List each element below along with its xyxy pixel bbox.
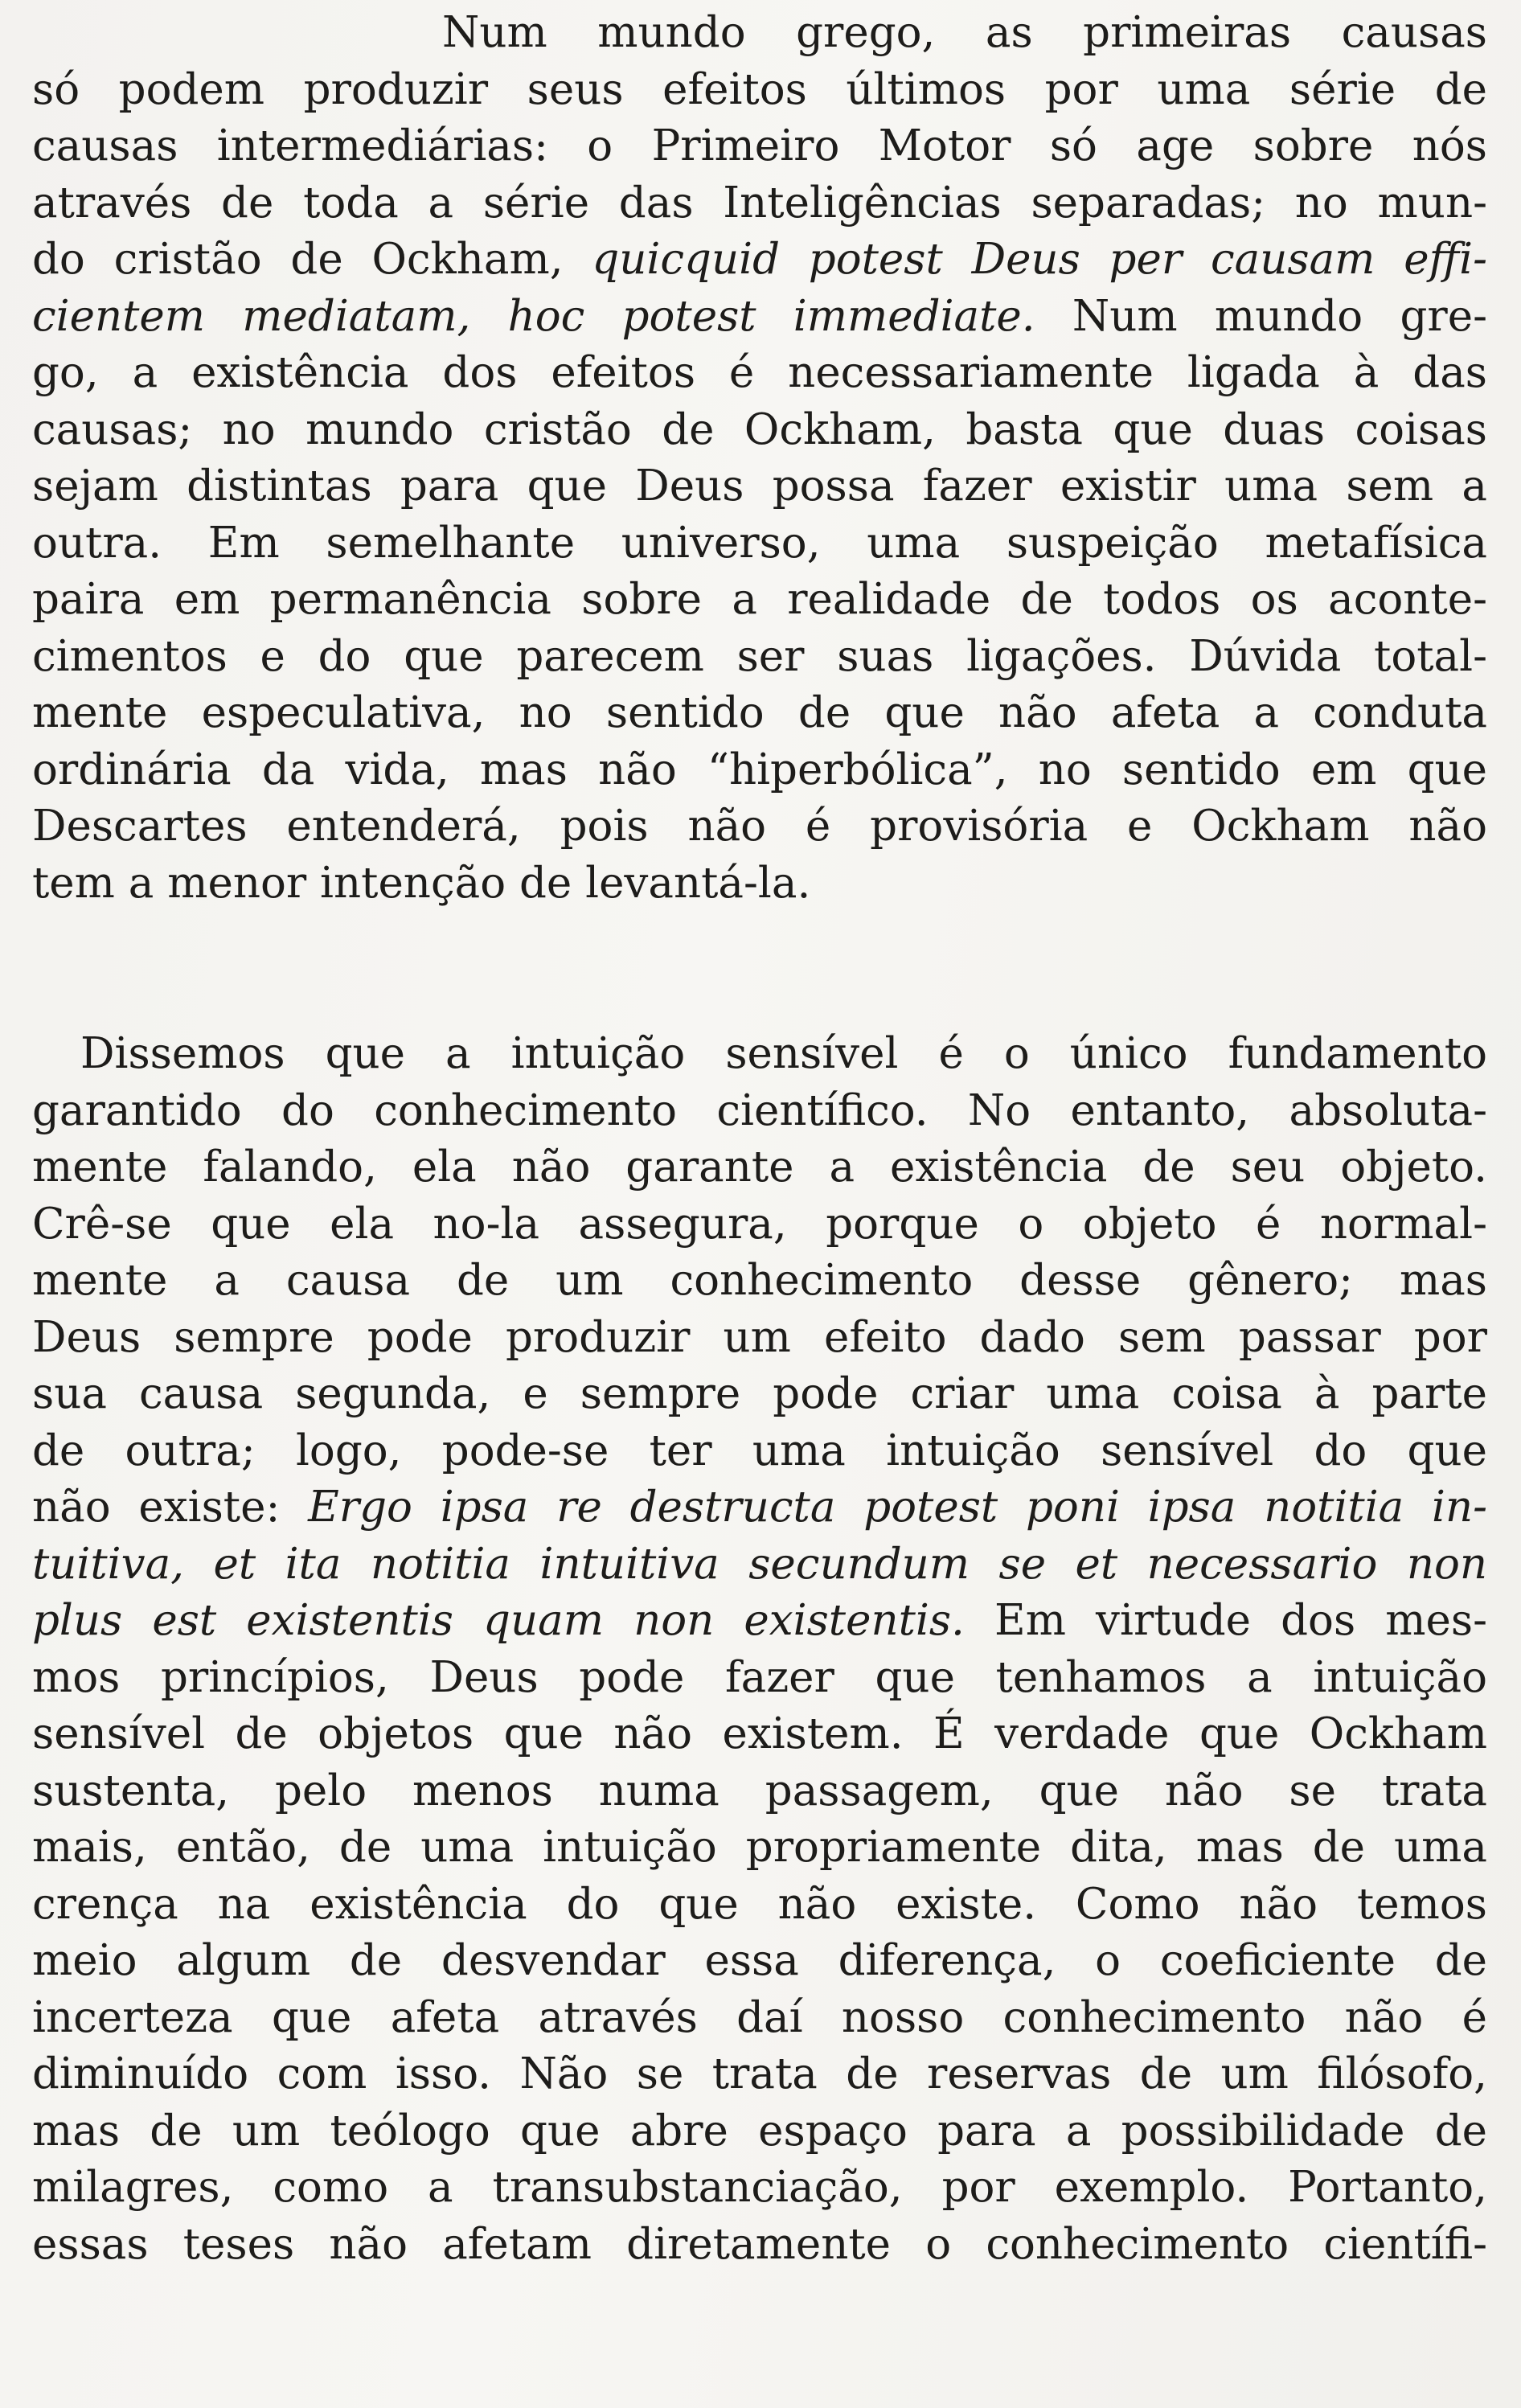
text-line: sustenta, pelo menos numa passagem, que não se trata [32, 1766, 1487, 1815]
text-line [32, 232, 1487, 289]
paragraph-ockham-greek-world [32, 5, 1487, 912]
latin-quote: Ergo ipsa re destructa potest poni ipsa notitia in- [308, 1483, 1487, 1532]
text-line [32, 1536, 1487, 1594]
text-line: sensível de objetos que não existem. É verdade que Ockham [32, 1709, 1487, 1758]
text-line: causas intermediárias: o Primeiro Motor só age sobre nós [32, 121, 1487, 170]
text-line: causas; no mundo cristão de Ockham, basta que duas coisas [32, 404, 1487, 454]
text-line: mente falando, ela não garante a existência de seu objeto. [32, 1142, 1487, 1192]
text-line: outra. Em semelhante universo, uma suspeição metafísica [32, 518, 1487, 568]
text-line: mais, então, de uma intuição propriamente dita, mas de uma [32, 1823, 1487, 1872]
text-line: através de toda a série das Inteligências separadas; no mun- [32, 178, 1487, 228]
text-line: mente especulativa, no sentido de que não afeta a conduta [32, 688, 1487, 737]
text-line: go, a existência dos efeitos é necessariamente ligada à das [32, 348, 1487, 397]
text-line: de outra; logo, pode-se ter uma intuição sensível do que [32, 1426, 1487, 1475]
text-span: Em virtude dos mes- [964, 1596, 1488, 1645]
text-span: do cristão de Ockham, [32, 235, 592, 284]
text-line [32, 1479, 1487, 1536]
text-line: Crê-se que ela no-la assegura, porque o objeto é normal- [32, 1199, 1487, 1249]
book-page [32, 5, 1489, 2401]
latin-quote: plus est existentis quam non existentis. [32, 1596, 965, 1645]
text-line: ordinária da vida, mas não “hiperbólica”, no sentido em que [32, 745, 1487, 794]
text-line [32, 1593, 1487, 1650]
text-line: Num mundo grego, as primeiras causas [442, 8, 1487, 57]
text-span: não existe: [32, 1483, 309, 1532]
text-line: milagres, como a transubstanciação, por exemplo. Portanto, [32, 2163, 1487, 2212]
text-span: Num mundo gre- [1035, 291, 1487, 341]
paragraph-intuition-sensible [32, 1026, 1487, 2273]
text-line: mos princípios, Deus pode fazer que tenhamos a intuição [32, 1652, 1487, 1702]
latin-quote: quicquid potest Deus per causam effi- [592, 235, 1488, 284]
text-line: sua causa segunda, e sempre pode criar uma coisa à parte [32, 1369, 1487, 1418]
text-line: tem a menor intenção de levantá-la. [32, 858, 811, 908]
text-line: só podem produzir seus efeitos últimos por uma série de [32, 64, 1487, 114]
latin-quote: cientem mediatam, hoc potest immediate. [32, 291, 1035, 341]
text-line [32, 289, 1487, 346]
latin-quote: tuitiva, et ita notitia intuitiva secundum se et necessario non [32, 1539, 1487, 1589]
text-line: cimentos e do que parecem ser suas ligações. Dúvida total- [32, 631, 1487, 681]
text-line: mas de um teólogo que abre espaço para a possibilidade de [32, 2106, 1487, 2156]
text-line: essas teses não afetam diretamente o conhecimento científi- [32, 2219, 1487, 2269]
text-line: Deus sempre pode produzir um efeito dado sem passar por [32, 1312, 1487, 1362]
text-line: mente a causa de um conhecimento desse gênero; mas [32, 1256, 1487, 1305]
text-line: crença na existência do que não existe. Como não temos [32, 1879, 1487, 1929]
text-line: paira em permanência sobre a realidade de todos os aconte- [32, 575, 1487, 624]
text-line: meio algum de desvendar essa diferença, o coeficiente de [32, 1936, 1487, 1985]
text-line: incerteza que afeta através daí nosso conhecimento não é [32, 1992, 1487, 2042]
text-line: Dissemos que a intuição sensível é o único fundamento [80, 1029, 1487, 1078]
text-line: garantido do conhecimento científico. No entanto, absoluta- [32, 1085, 1487, 1135]
text-line: diminuído com isso. Não se trata de reservas de um filósofo, [32, 2049, 1487, 2098]
text-line: Descartes entenderá, pois não é provisória e Ockham não [32, 802, 1487, 851]
text-line: sejam distintas para que Deus possa fazer existir uma sem a [32, 461, 1487, 511]
